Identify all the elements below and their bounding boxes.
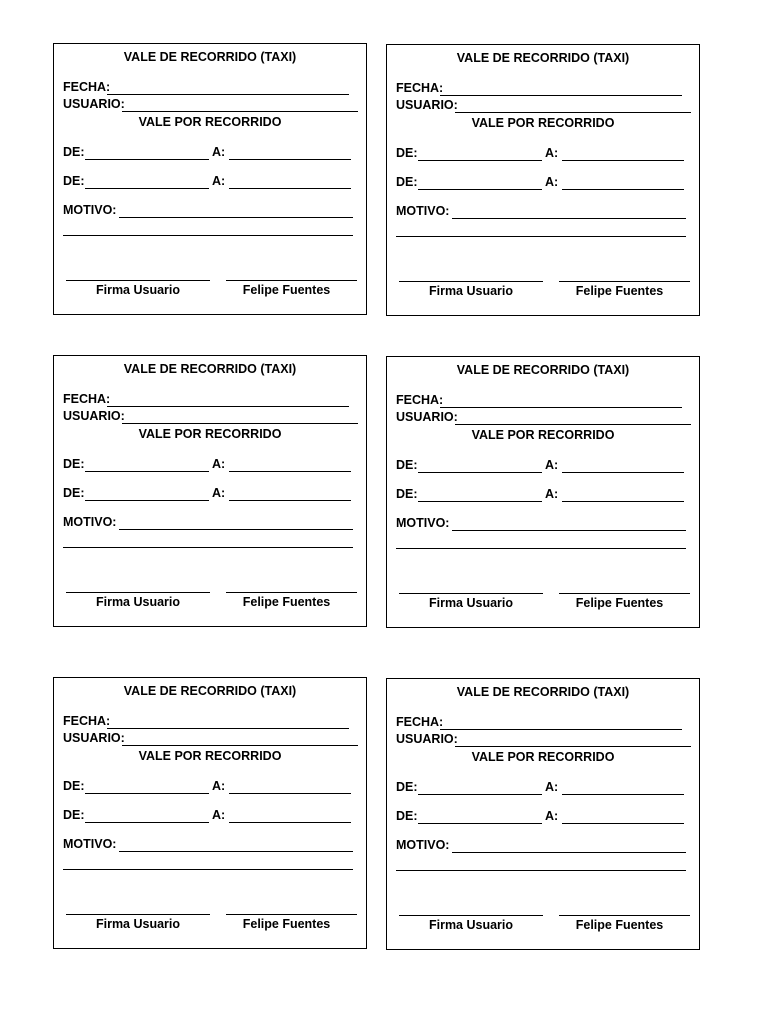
route2-to-field[interactable] xyxy=(562,501,684,502)
voucher-title: VALE DE RECORRIDO (TAXI) xyxy=(123,50,297,64)
motivo-field[interactable] xyxy=(119,217,353,218)
route1-from-field[interactable] xyxy=(85,471,209,472)
usuario-field[interactable] xyxy=(455,746,691,747)
route2-to-field[interactable] xyxy=(229,500,351,501)
route2-from-label: DE: xyxy=(63,174,85,188)
voucher-subtitle: VALE POR RECORRIDO xyxy=(471,116,615,130)
motivo-field-continuation[interactable] xyxy=(396,236,686,237)
route1-to-field[interactable] xyxy=(229,471,351,472)
fecha-label: FECHA: xyxy=(63,80,111,94)
route1-to-label: A: xyxy=(212,145,226,159)
signature-authorizer-label: Felipe Fuentes xyxy=(242,917,331,931)
voucher-subtitle: VALE POR RECORRIDO xyxy=(138,427,282,441)
signature-user-label: Firma Usuario xyxy=(95,595,181,609)
usuario-field[interactable] xyxy=(122,745,358,746)
signature-authorizer-line[interactable] xyxy=(559,281,690,282)
fecha-field[interactable] xyxy=(440,95,682,96)
voucher-subtitle: VALE POR RECORRIDO xyxy=(471,428,615,442)
fecha-field[interactable] xyxy=(440,407,682,408)
route1-to-label: A: xyxy=(212,457,226,471)
taxi-voucher-5 xyxy=(53,677,367,949)
route2-from-field[interactable] xyxy=(418,501,542,502)
signature-user-line[interactable] xyxy=(66,592,210,593)
route1-to-label: A: xyxy=(545,780,559,794)
taxi-voucher-2 xyxy=(386,44,700,316)
route2-to-field[interactable] xyxy=(562,823,684,824)
usuario-label: USUARIO: xyxy=(396,98,458,112)
signature-authorizer-label: Felipe Fuentes xyxy=(575,596,664,610)
fecha-label: FECHA: xyxy=(396,715,444,729)
voucher-title: VALE DE RECORRIDO (TAXI) xyxy=(456,685,630,699)
usuario-field[interactable] xyxy=(455,112,691,113)
voucher-title: VALE DE RECORRIDO (TAXI) xyxy=(123,684,297,698)
route1-from-label: DE: xyxy=(63,145,85,159)
usuario-label: USUARIO: xyxy=(396,732,458,746)
route2-from-field[interactable] xyxy=(85,822,209,823)
route1-from-label: DE: xyxy=(396,146,418,160)
usuario-label: USUARIO: xyxy=(63,731,125,745)
fecha-label: FECHA: xyxy=(396,393,444,407)
signature-authorizer-label: Felipe Fuentes xyxy=(242,283,331,297)
route1-from-label: DE: xyxy=(63,779,85,793)
route1-from-label: DE: xyxy=(63,457,85,471)
signature-user-line[interactable] xyxy=(399,593,543,594)
signature-user-line[interactable] xyxy=(399,915,543,916)
motivo-field-continuation[interactable] xyxy=(396,870,686,871)
taxi-voucher-6 xyxy=(386,678,700,950)
fecha-label: FECHA: xyxy=(63,392,111,406)
taxi-voucher-1 xyxy=(53,43,367,315)
route2-to-field[interactable] xyxy=(562,189,684,190)
route2-to-label: A: xyxy=(212,808,226,822)
route2-to-field[interactable] xyxy=(229,822,351,823)
fecha-field[interactable] xyxy=(440,729,682,730)
motivo-label: MOTIVO: xyxy=(396,204,450,218)
fecha-label: FECHA: xyxy=(396,81,444,95)
motivo-field[interactable] xyxy=(452,852,686,853)
route2-from-label: DE: xyxy=(396,809,418,823)
motivo-field[interactable] xyxy=(452,530,686,531)
usuario-label: USUARIO: xyxy=(63,97,125,111)
taxi-voucher-4 xyxy=(386,356,700,628)
route2-from-field[interactable] xyxy=(85,500,209,501)
route2-from-label: DE: xyxy=(396,487,418,501)
usuario-field[interactable] xyxy=(122,423,358,424)
route1-from-label: DE: xyxy=(396,780,418,794)
taxi-voucher-3 xyxy=(53,355,367,627)
route1-to-field[interactable] xyxy=(229,159,351,160)
usuario-label: USUARIO: xyxy=(396,410,458,424)
signature-user-label: Firma Usuario xyxy=(428,918,514,932)
motivo-label: MOTIVO: xyxy=(396,838,450,852)
voucher-title: VALE DE RECORRIDO (TAXI) xyxy=(456,51,630,65)
signature-authorizer-label: Felipe Fuentes xyxy=(575,918,664,932)
route2-from-field[interactable] xyxy=(418,823,542,824)
route1-to-field[interactable] xyxy=(229,793,351,794)
route2-to-label: A: xyxy=(545,809,559,823)
route1-from-field[interactable] xyxy=(85,793,209,794)
route1-from-field[interactable] xyxy=(418,160,542,161)
motivo-label: MOTIVO: xyxy=(396,516,450,530)
motivo-field[interactable] xyxy=(119,851,353,852)
signature-user-line[interactable] xyxy=(399,281,543,282)
route2-from-label: DE: xyxy=(396,175,418,189)
route1-to-field[interactable] xyxy=(562,160,684,161)
voucher-subtitle: VALE POR RECORRIDO xyxy=(138,749,282,763)
route1-from-label: DE: xyxy=(396,458,418,472)
signature-authorizer-line[interactable] xyxy=(559,593,690,594)
route1-to-label: A: xyxy=(545,458,559,472)
voucher-subtitle: VALE POR RECORRIDO xyxy=(138,115,282,129)
signature-user-label: Firma Usuario xyxy=(95,917,181,931)
motivo-field-continuation[interactable] xyxy=(63,235,353,236)
route1-from-field[interactable] xyxy=(85,159,209,160)
fecha-label: FECHA: xyxy=(63,714,111,728)
route2-to-label: A: xyxy=(545,175,559,189)
motivo-field[interactable] xyxy=(452,218,686,219)
route2-to-label: A: xyxy=(212,486,226,500)
usuario-label: USUARIO: xyxy=(63,409,125,423)
route1-to-field[interactable] xyxy=(562,472,684,473)
route2-from-field[interactable] xyxy=(85,188,209,189)
route1-to-label: A: xyxy=(545,146,559,160)
motivo-field-continuation[interactable] xyxy=(63,869,353,870)
route2-to-label: A: xyxy=(212,174,226,188)
usuario-field[interactable] xyxy=(455,424,691,425)
signature-user-label: Firma Usuario xyxy=(95,283,181,297)
fecha-field[interactable] xyxy=(107,728,349,729)
motivo-label: MOTIVO: xyxy=(63,837,117,851)
signature-user-label: Firma Usuario xyxy=(428,284,514,298)
signature-user-line[interactable] xyxy=(66,914,210,915)
signature-authorizer-line[interactable] xyxy=(226,914,357,915)
signature-user-line[interactable] xyxy=(66,280,210,281)
motivo-label: MOTIVO: xyxy=(63,515,117,529)
route1-to-field[interactable] xyxy=(562,794,684,795)
signature-authorizer-line[interactable] xyxy=(226,592,357,593)
signature-user-label: Firma Usuario xyxy=(428,596,514,610)
signature-authorizer-line[interactable] xyxy=(226,280,357,281)
fecha-field[interactable] xyxy=(107,406,349,407)
fecha-field[interactable] xyxy=(107,94,349,95)
voucher-title: VALE DE RECORRIDO (TAXI) xyxy=(123,362,297,376)
motivo-field[interactable] xyxy=(119,529,353,530)
signature-authorizer-label: Felipe Fuentes xyxy=(242,595,331,609)
route2-from-label: DE: xyxy=(63,486,85,500)
route1-from-field[interactable] xyxy=(418,472,542,473)
voucher-title: VALE DE RECORRIDO (TAXI) xyxy=(456,363,630,377)
voucher-subtitle: VALE POR RECORRIDO xyxy=(471,750,615,764)
signature-authorizer-line[interactable] xyxy=(559,915,690,916)
route2-from-label: DE: xyxy=(63,808,85,822)
signature-authorizer-label: Felipe Fuentes xyxy=(575,284,664,298)
motivo-field-continuation[interactable] xyxy=(396,548,686,549)
route2-to-label: A: xyxy=(545,487,559,501)
route2-to-field[interactable] xyxy=(229,188,351,189)
motivo-field-continuation[interactable] xyxy=(63,547,353,548)
route2-from-field[interactable] xyxy=(418,189,542,190)
route1-from-field[interactable] xyxy=(418,794,542,795)
route1-to-label: A: xyxy=(212,779,226,793)
usuario-field[interactable] xyxy=(122,111,358,112)
motivo-label: MOTIVO: xyxy=(63,203,117,217)
